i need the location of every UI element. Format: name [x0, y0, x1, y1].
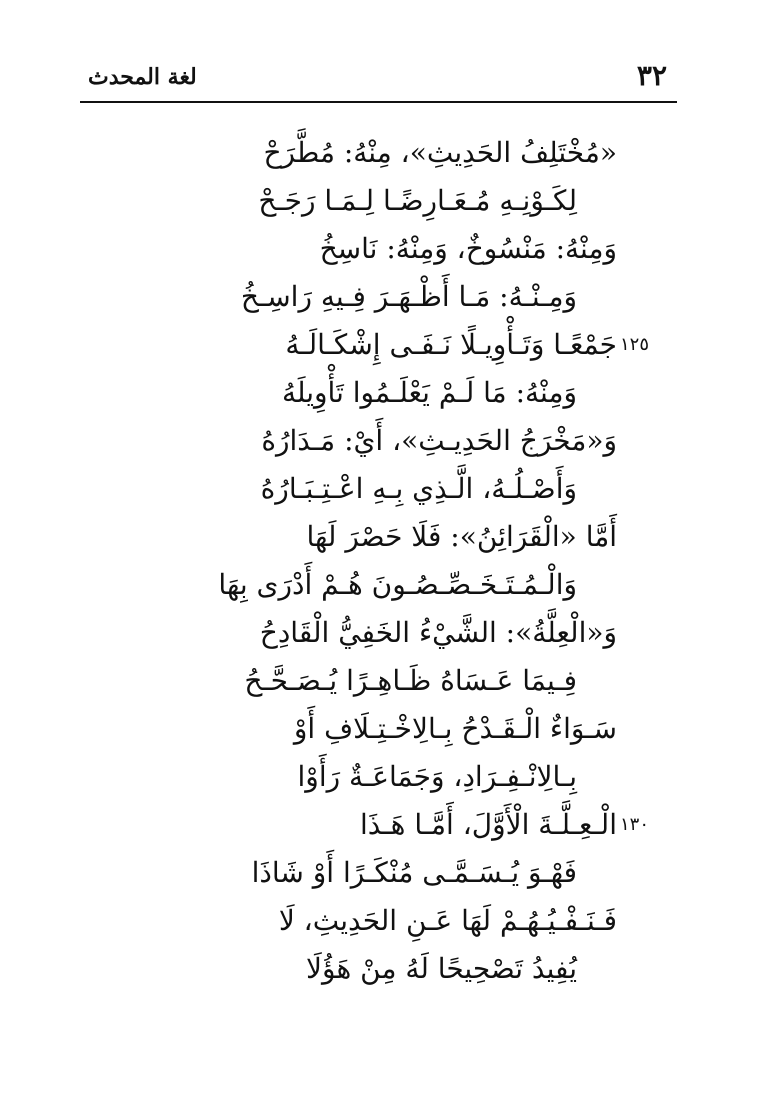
verse-line: «مُخْتَلِفُ الحَدِيثِ»، مِنْهُ: مُطَّرَحْ	[263, 136, 617, 169]
page-header	[80, 55, 677, 97]
verse-line: وَ«مَخْرَجُ الحَدِيـثِ»، أَيْ: مَـدَارُهُ	[261, 424, 617, 457]
verse-line: بِـالِانْـفِـرَادِ، وَجَمَاعَـةٌ رَأَوْا	[297, 760, 577, 793]
verse-line: أَمَّا «الْقَرَائِنُ»: فَلَا حَصْرَ لَهَا	[306, 520, 617, 553]
verse-number: ١٢٥	[620, 334, 650, 355]
running-title: لغة المحدث	[88, 64, 197, 90]
verse-line: فَهْـوَ يُـسَـمَّـى مُنْكَـرًا أَوْ شَاذَا	[251, 856, 577, 889]
verse-line: وَمِنْهُ: مَا لَـمْ يَعْلَـمُوا تَأْوِيلَهُ	[281, 376, 577, 409]
header-rule	[80, 101, 677, 103]
verse-line: وَأَصْـلُـهُ، الَّـذِي بِـهِ اعْـتِـبَـارُهُ	[260, 472, 577, 505]
verse-number: ١٣٠	[620, 814, 650, 835]
verse-line: فِـيمَا عَـسَاهُ ظَـاهِـرًا يُـصَـحَّـحُ	[244, 664, 577, 697]
verse-line: الْـعِـلَّـةَ الْأَوَّلَ، أَمَّـا هَـذَا	[359, 808, 617, 841]
verse-line: وَمِنْهُ: مَنْسُوخٌ، وَمِنْهُ: نَاسِخُ	[319, 232, 617, 265]
verse-line: فَـنَـفْـيُـهُـمْ لَهَا عَـنِ الحَدِيثِ، لَا	[278, 904, 617, 937]
verse-line: يُفِيدُ تَصْحِيحًا لَهُ مِنْ هَؤُلَا	[306, 952, 577, 985]
verse-line: سَـوَاءٌ الْـقَـدْحُ بِـالِاخْـتِـلَافِ أَوْ	[293, 712, 617, 745]
verse-line: وَمِـنْـهُ: مَـا أَظْـهَـرَ فِـيهِ رَاسِـخُ	[240, 280, 577, 313]
verse-line: وَ«الْعِلَّةُ»: الشَّيْءُ الخَفِيُّ الْقَادِحُ	[259, 616, 617, 649]
verse-line: لِكَـوْنِـهِ مُـعَـارِضًـا لِـمَـا رَجَـحْ	[258, 184, 577, 217]
verse-line: جَمْعًـا وَتَـأْوِيـلًا نَـفَـى إِشْكَـالَـهُ	[285, 328, 617, 361]
verse-line: وَالْـمُـتَـخَـصِّـصُـونَ هُـمْ أَدْرَى بِهَا	[218, 568, 577, 601]
page-number: ٣٢	[636, 59, 667, 92]
